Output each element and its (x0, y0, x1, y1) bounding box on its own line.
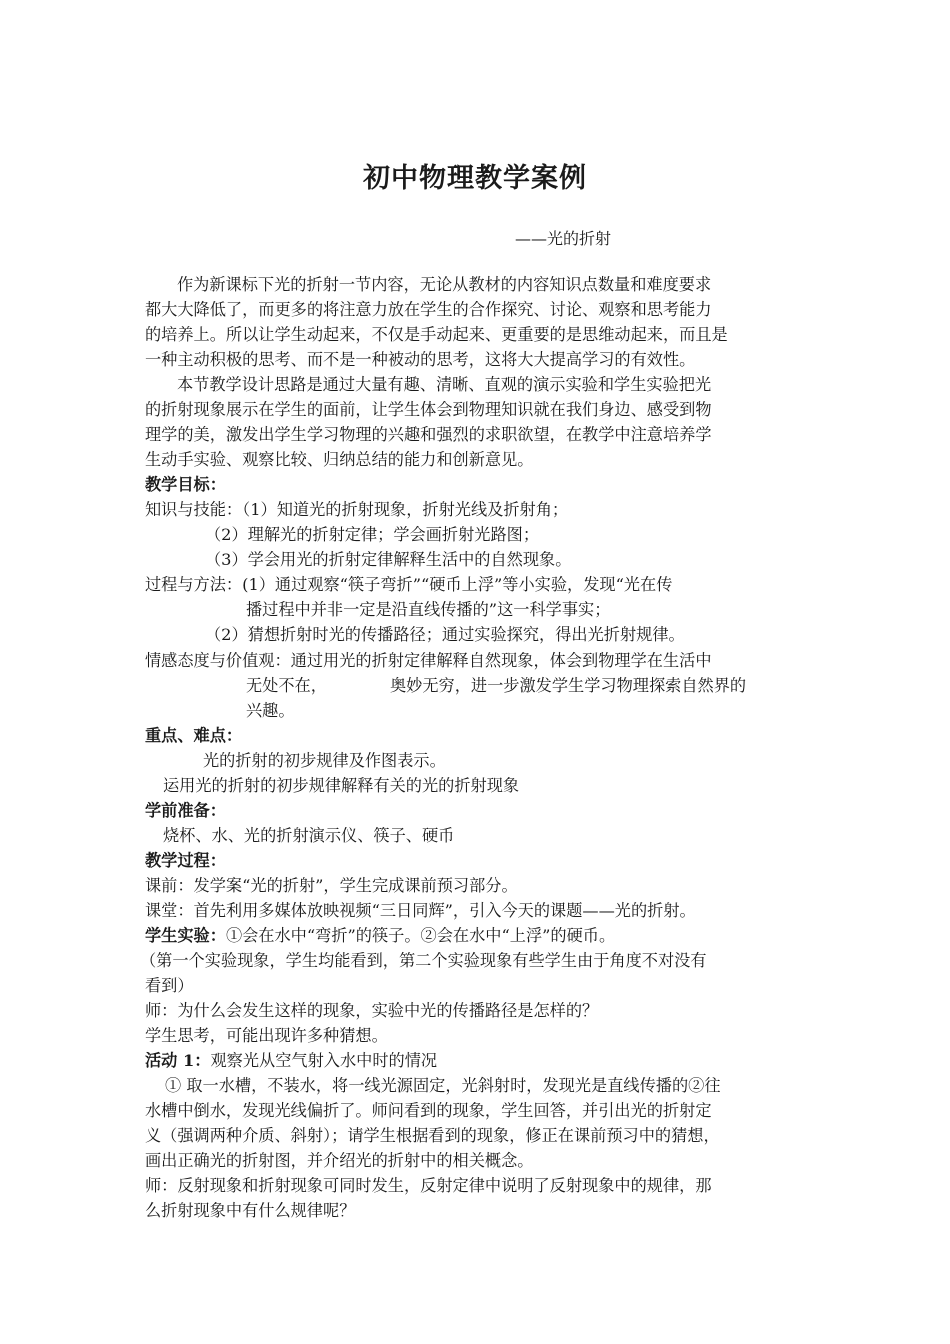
intro-p2-line: 本节教学设计思路是通过大量有趣、清晰、直观的演示实验和学生实验把光 (177, 375, 712, 394)
teacher-end-line: 么折射现象中有什么规律呢？ (145, 1201, 356, 1220)
process-in-class: 课堂：首先利用多媒体放映视频“三日同辉”，引入今天的课题——光的折射。 (145, 901, 696, 920)
objective-knowledge-line: （2）理解光的折射定律；学会画折射光路图； (205, 525, 540, 544)
objective-attitude-line: 兴趣。 (246, 701, 295, 720)
intro-p1-line: 的培养上。所以让学生动起来，不仅是手动起来、更重要的是思维动起来，而且是 (145, 325, 728, 344)
preparation-heading: 学前准备： (145, 801, 226, 820)
objective-knowledge-line: 知识与技能：（1）知道光的折射现象，折射光线及折射角； (145, 500, 569, 519)
key-points-heading: 重点、难点： (145, 726, 243, 745)
activity-text: 观察光从空气射入水中时的情况 (210, 1051, 438, 1070)
activity-label: 活动 1： (145, 1051, 211, 1070)
objective-process-line: 过程与方法：(1）通过观察“筷子弯折”“硬币上浮”等小实验，发现“光在传 (145, 575, 673, 594)
intro-p2-line: 生动手实验、观察比较、归纳总结的能力和创新意见。 (145, 450, 534, 469)
intro-p2-line: 的折射现象展示在学生的面前，让学生体会到物理知识就在我们身边、感受到物 (145, 400, 712, 419)
experiment-label: 学生实验： (145, 926, 226, 945)
process-note-line: 看到） (145, 976, 194, 995)
objective-process-line: 播过程中并非一定是沿直线传播的”这一科学事实； (246, 600, 611, 619)
activity-1 (145, 1048, 437, 1073)
objective-attitude-line: 奥妙无穷，进一步激发学生学习物理探索自然界的 (390, 676, 747, 695)
process-heading: 教学过程： (145, 851, 226, 870)
objectives-heading: 教学目标： (145, 475, 226, 494)
process-note-line: （第一个实验现象，学生均能看到，第二个实验现象有些学生由于角度不对没有 (140, 951, 707, 970)
activity-body-line: ① 取一水槽，不装水，将一线光源固定，光斜射时，发现光是直线传播的②往 (165, 1076, 721, 1095)
process-experiment (145, 923, 615, 948)
experiment-text: ①会在水中“弯折”的筷子。②会在水中“上浮”的硬币。 (225, 926, 616, 945)
intro-p2-line: 理学的美，激发出学生学习物理的兴趣和强烈的求职欲望，在教学中注意培养学 (145, 425, 712, 444)
process-before-class: 课前：发学案“光的折射”，学生完成课前预习部分。 (145, 876, 518, 895)
document-subtitle: ——光的折射 (515, 229, 612, 248)
intro-p1-line: 一种主动积极的思考、而不是一种被动的思考，这将大大提高学习的有效性。 (145, 350, 696, 369)
objective-attitude-line: 无处不在， (246, 676, 327, 695)
key-point-item: 光的折射的初步规律及作图表示。 (203, 751, 446, 770)
objective-knowledge-line: （3）学会用光的折射定律解释生活中的自然现象。 (205, 550, 572, 569)
intro-p1-line: 都大大降低了，而更多的将注意力放在学生的合作探究、讨论、观察和思考能力 (145, 300, 712, 319)
teacher-question: 师：为什么会发生这样的现象，实验中光的传播路径是怎样的？ (145, 1001, 599, 1020)
teacher-end-line: 师：反射现象和折射现象可同时发生，反射定律中说明了反射现象中的规律，那 (145, 1176, 712, 1195)
objective-process-line: （2）猜想折射时光的传播路径；通过实验探究，得出光折射规律。 (205, 625, 685, 644)
preparation-items: 烧杯、水、光的折射演示仪、筷子、硬币 (163, 826, 455, 845)
student-think: 学生思考，可能出现许多种猜想。 (145, 1026, 388, 1045)
activity-body-line: 水槽中倒水，发现光线偏折了。师问看到的现象，学生回答，并引出光的折射定 (145, 1101, 712, 1120)
intro-p1-line: 作为新课标下光的折射一节内容，无论从教材的内容知识点数量和难度要求 (177, 275, 712, 294)
activity-body-line: 义（强调两种介质、斜射）；请学生根据看到的现象，修正在课前预习中的猜想， (145, 1126, 720, 1145)
activity-body-line: 画出正确光的折射图，并介绍光的折射中的相关概念。 (145, 1151, 534, 1170)
objective-attitude-line: 情感态度与价值观：通过用光的折射定律解释自然现象，体会到物理学在生活中 (145, 651, 712, 670)
document-title: 初中物理教学案例 (363, 163, 587, 194)
key-point-item: 运用光的折射的初步规律解释有关的光的折射现象 (163, 776, 520, 795)
